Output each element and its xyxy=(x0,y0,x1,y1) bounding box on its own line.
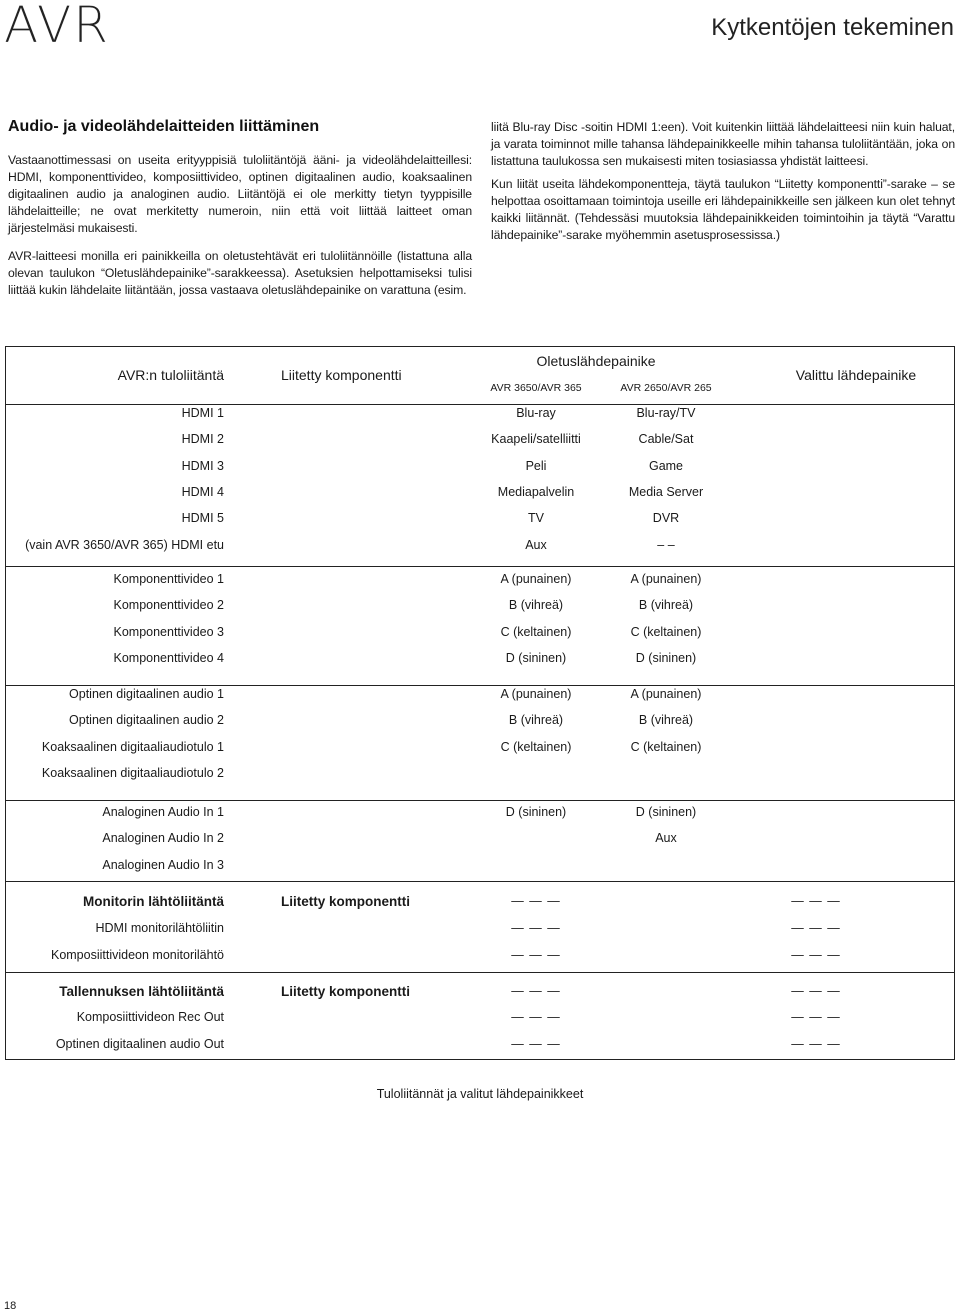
row-input: HDMI 1 xyxy=(181,406,224,420)
dash-b: — — — xyxy=(791,984,841,998)
header-model-b: AVR 2650/AVR 265 xyxy=(620,382,712,394)
page-number: 18 xyxy=(4,1300,17,1312)
row-default-a: Aux xyxy=(525,537,547,552)
header-model-a: AVR 3650/AVR 365 xyxy=(490,382,582,394)
group-divider xyxy=(6,881,954,882)
inputs-table xyxy=(5,346,955,1060)
dash-a: — — — xyxy=(511,894,561,908)
row-input: Analoginen Audio In 2 xyxy=(102,831,224,846)
row-default-a: B (vihreä) xyxy=(508,598,564,613)
monitor-device-header: Liitetty komponentti xyxy=(281,894,410,909)
row-input: Komponenttivideo 2 xyxy=(113,598,224,613)
row-default-a: D (sininen) xyxy=(505,650,567,665)
row-input: Komponenttivideo 4 xyxy=(113,650,224,665)
row-input: (vain AVR 3650/AVR 365) HDMI etu xyxy=(25,537,224,552)
dash-placeholder: — — — xyxy=(511,1010,561,1024)
row-output: HDMI monitorilähtöliitin xyxy=(95,921,224,935)
dash-placeholder: — — — xyxy=(511,921,561,935)
row-default-b: D (sininen) xyxy=(635,650,697,665)
row-default-a: B (vihreä) xyxy=(508,713,564,728)
header-divider xyxy=(6,404,954,405)
intro-paragraph-2: AVR-laitteesi monilla eri painikkeilla on oletustehtävät eri tuloliitännöille (listattuna alla olevan taulukon “Oletuslähdepainike”-sarakkeessa). Asetuksien helpottamiseksi tulisi liittää kukin lähdelaite liitäntään, jossa vastaava oletuslähdepainike on varattuna (esim. xyxy=(8,249,472,297)
dash-placeholder: — — — xyxy=(791,1037,841,1051)
row-default-a: D (sininen) xyxy=(505,805,567,819)
row-default-b: – – xyxy=(657,537,675,552)
group-divider xyxy=(6,800,954,801)
section-title: Kytkentöjen tekeminen xyxy=(711,14,954,41)
intro-paragraph-1: Vastaanottimessasi on useita erityyppisiä tuloliitäntöjä ääni- ja videolähdelaitteillesi: HDMI, komponenttivideo, komposiittivideo, optinen digitaalinen audio, koaksaalinen digitaalinen audio ja analoginen audio. Liitäntöjä ei ole merkitty tietyn tyyppisille lähdelaitteille; ne ovat merkitetty numeroin, niin että voit liittää laitteet oman järjestelmäsi mukaisesti. xyxy=(8,153,472,235)
table-header xyxy=(6,347,954,404)
row-output: Optinen digitaalinen audio Out xyxy=(55,1037,224,1051)
row-input: Koaksaalinen digitaaliaudiotulo 2 xyxy=(41,765,224,780)
row-default-b: A (punainen) xyxy=(630,572,702,586)
row-input: HDMI 2 xyxy=(181,432,224,447)
row-input: Koaksaalinen digitaaliaudiotulo 1 xyxy=(41,739,224,754)
record-device-header: Liitetty komponentti xyxy=(281,984,410,999)
right-paragraph-1: liitä Blu-ray Disc -soitin HDMI 1:een). Voit kuitenkin liittää lähdelaitteesi niin kuin haluat, ja varata toiminnot mille tahansa lähdepainikkeelle mihin tahansa tuloliitäntään, joka on listattuna taulukossa sen mukaisesti miten tosiasiassa yhdistät laitteesi. xyxy=(491,120,955,168)
row-default-b: C (keltainen) xyxy=(630,624,702,639)
dash-b: — — — xyxy=(791,894,841,908)
row-default-a: C (keltainen) xyxy=(500,739,572,754)
row-input: HDMI 5 xyxy=(181,511,224,526)
row-input: Komponenttivideo 1 xyxy=(113,572,224,586)
row-default-b: B (vihreä) xyxy=(638,713,694,728)
row-default-b: B (vihreä) xyxy=(638,598,694,613)
row-default-b: Media Server xyxy=(628,484,704,499)
left-text-column xyxy=(8,152,472,310)
dash-placeholder: — — — xyxy=(511,948,561,962)
row-default-a: A (punainen) xyxy=(500,687,572,701)
row-input: Analoginen Audio In 1 xyxy=(102,805,224,819)
monitor-header: Monitorin lähtöliitäntä xyxy=(83,894,224,909)
dash-placeholder: — — — xyxy=(791,921,841,935)
row-input: Komponenttivideo 3 xyxy=(113,624,224,639)
row-default-b: A (punainen) xyxy=(630,687,702,701)
row-default-a: A (punainen) xyxy=(500,572,572,586)
row-default-a: C (keltainen) xyxy=(500,624,572,639)
group-divider xyxy=(6,972,954,973)
row-default-a: TV xyxy=(528,511,544,526)
row-default-b: C (keltainen) xyxy=(630,739,702,754)
row-default-a: Blu-ray xyxy=(516,406,556,420)
row-input: Analoginen Audio In 3 xyxy=(102,857,224,872)
page-heading: Audio- ja videolähdelaitteiden liittäminen xyxy=(8,118,320,135)
row-input: Optinen digitaalinen audio 1 xyxy=(69,687,224,701)
row-default-a: Kaapeli/satelliitti xyxy=(491,432,581,447)
record-header: Tallennuksen lähtöliitäntä xyxy=(59,984,224,999)
group-divider xyxy=(6,566,954,567)
row-input: Optinen digitaalinen audio 2 xyxy=(69,713,224,728)
row-input: HDMI 3 xyxy=(181,458,224,473)
right-paragraph-2: Kun liität useita lähdekomponentteja, täytä taulukon “Liitetty komponentti”-sarake – se helpottaa osoittamaan toimintoja useille eri lähdepainikkeille sen jälkeen kun olet tehnyt kaikki liitännät. (Tehdessäsi muutoksia lähdepainikkeiden toimintoihin ja täytä “Varattu lähdepainike”-sarake myöhemmin asetusprosessissa.) xyxy=(491,177,955,242)
dash-placeholder: — — — xyxy=(791,1010,841,1024)
dash-placeholder: — — — xyxy=(791,948,841,962)
group-divider xyxy=(6,685,954,686)
row-default-b: Blu-ray/TV xyxy=(636,406,696,420)
row-default-b: Game xyxy=(648,458,684,473)
row-input: HDMI 4 xyxy=(181,484,224,499)
row-output: Komposiittivideon monitorilähtö xyxy=(50,948,224,962)
avr-logo: AVR xyxy=(4,0,110,54)
row-default-b: DVR xyxy=(652,511,680,526)
header-input: AVR:n tuloliitäntä xyxy=(117,367,224,383)
header-selected: Valittu lähdepainike xyxy=(795,367,917,383)
dash-a: — — — xyxy=(511,984,561,998)
header-device: Liitetty komponentti xyxy=(281,367,402,383)
table-caption: Tuloliitännät ja valitut lähdepainikkeet xyxy=(376,1087,584,1101)
header-default: Oletuslähdepainike xyxy=(536,353,656,369)
row-default-b: Aux xyxy=(655,831,677,846)
dash-placeholder: — — — xyxy=(511,1037,561,1051)
row-default-a: Peli xyxy=(525,458,547,473)
right-text-column xyxy=(491,119,955,250)
row-default-b: Cable/Sat xyxy=(638,432,694,447)
row-default-a: Mediapalvelin xyxy=(497,484,575,499)
row-default-b: D (sininen) xyxy=(635,805,697,819)
row-output: Komposiittivideon Rec Out xyxy=(76,1010,224,1024)
